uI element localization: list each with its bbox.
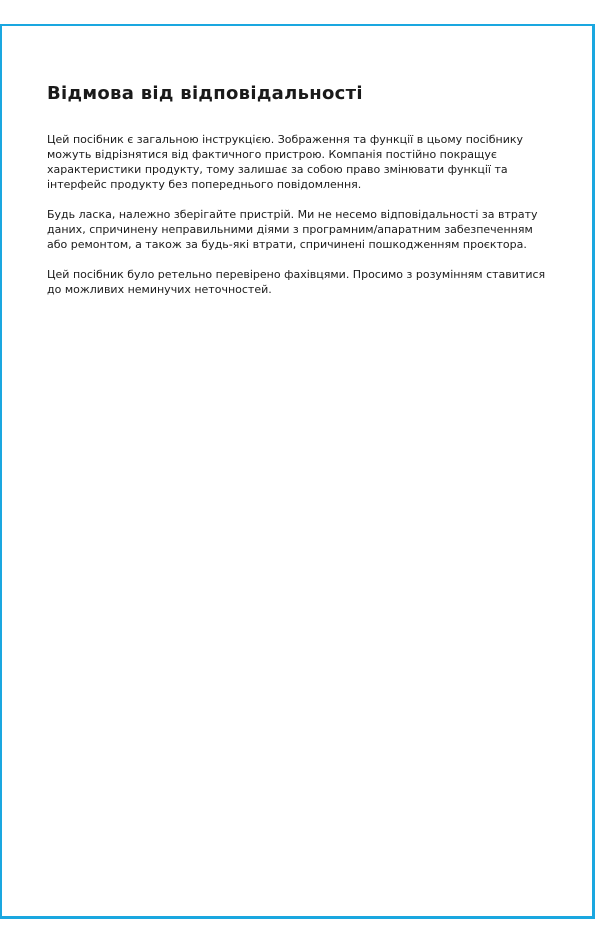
disclaimer-paragraph-storage: Будь ласка, належно зберігайте пристрій. Ми не несемо відповідальності за втрату даних, спричинену неправильними діями з програмним/апаратним забезпеченням або ремонтом, а також за будь-які втрати, спричинені пошкодженням проєктора. [47, 208, 538, 251]
disclaimer-paragraph-accuracy: Цей посібник було ретельно перевірено фахівцями. Просимо з розумінням ставитися до можливих неминучих неточностей. [47, 268, 546, 296]
disclaimer-paragraph-general: Цей посібник є загальною інструкцією. Зображення та функції в цьому посібнику можуть відрізнятися від фактичного пристрою. Компанія постійно покращує характеристики продукту, тому залишає за собою право змінювати функції та інтерфейс продукту без попереднього повідомлення. [47, 133, 523, 191]
page-title: Відмова від відповідальності [47, 83, 363, 104]
disclaimer-section [47, 82, 547, 297]
page-frame [0, 24, 595, 919]
